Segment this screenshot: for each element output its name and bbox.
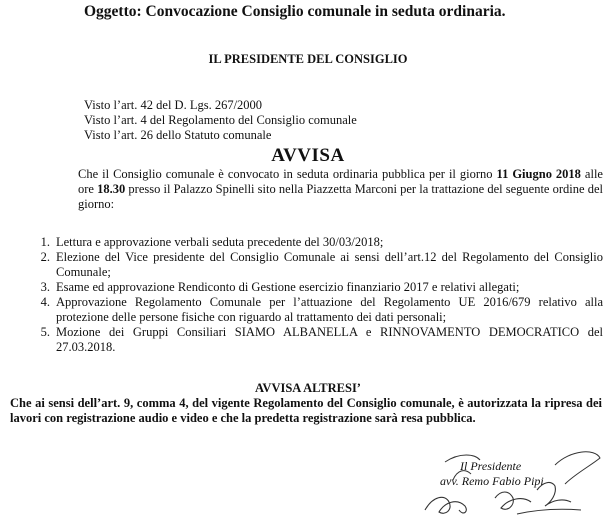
legal-reference: Visto l’art. 42 del D. Lgs. 267/2000 (84, 98, 263, 112)
agenda-item-text: Lettura e approvazione verbali seduta precedente del 30/03/2018; (56, 235, 384, 249)
document-subject: Oggetto: Convocazione Consiglio comunale in seduta ordinaria. (84, 3, 506, 20)
issuer-title: IL PRESIDENTE DEL CONSIGLIO (208, 52, 408, 66)
additional-notice-text: Che ai sensi dell’art. 9, comma 4, del vigente Regolamento del Consiglio comunale, è autorizzata la ripresa dei lavori con registrazione audio e video e che la predetta registrazione sarà resa pubblica. (10, 396, 602, 425)
agenda-item (28, 325, 603, 355)
agenda-item-number: 1. (40, 235, 50, 249)
agenda-item (28, 295, 603, 325)
additional-notice-heading: AVVISA ALTRESI’ (255, 381, 361, 395)
legal-reference: Visto l’art. 26 dello Statuto comunale (84, 128, 272, 142)
agenda-item-number: 5. (40, 325, 50, 339)
agenda-item-number: 2. (40, 250, 50, 264)
notice-heading: AVVISA (271, 145, 345, 166)
agenda-item-text: Elezione del Vice presidente del Consiglio Comunale ai sensi dell’art.12 del Regolamento del Consiglio Comunale; (56, 250, 603, 279)
agenda-item (28, 280, 603, 295)
meeting-date: 11 Giugno 2018 (496, 167, 581, 181)
legal-references (84, 98, 357, 143)
intro-text: alle ore (78, 167, 603, 196)
signatory-name: avv. Remo Fabio Pipi (440, 474, 544, 488)
agenda-item-text: Approvazione Regolamento Comunale per l’attuazione del Regolamento UE 2016/679 relativo alla protezione delle persone fisiche con riguardo al trattamento dei dati personali; (56, 295, 603, 324)
agenda-item-number: 3. (40, 280, 50, 294)
intro-text: Che il Consiglio comunale è convocato in seduta ordinaria pubblica per il giorno (78, 167, 497, 181)
legal-reference: Visto l’art. 4 del Regolamento del Consiglio comunale (84, 113, 357, 127)
signature-block (405, 440, 605, 518)
agenda-list (28, 235, 603, 355)
agenda-item-text: Mozione dei Gruppi Consiliari SIAMO ALBANELLA e RINNOVAMENTO DEMOCRATICO del 27.03.2018. (56, 325, 603, 354)
agenda-item-text: Esame ed approvazione Rendiconto di Gestione esercizio finanziario 2017 e relativi allegati; (56, 280, 520, 294)
intro-text: presso il Palazzo Spinelli sito nella Piazzetta Marconi per la trattazione del seguente ordine del giorno: (78, 182, 603, 211)
meeting-time: 18.30 (97, 182, 126, 196)
convocation-paragraph (78, 167, 603, 212)
agenda-item (28, 235, 603, 250)
agenda-item (28, 250, 603, 280)
signatory-title: Il Presidente (460, 459, 522, 473)
agenda-item-number: 4. (40, 295, 50, 309)
